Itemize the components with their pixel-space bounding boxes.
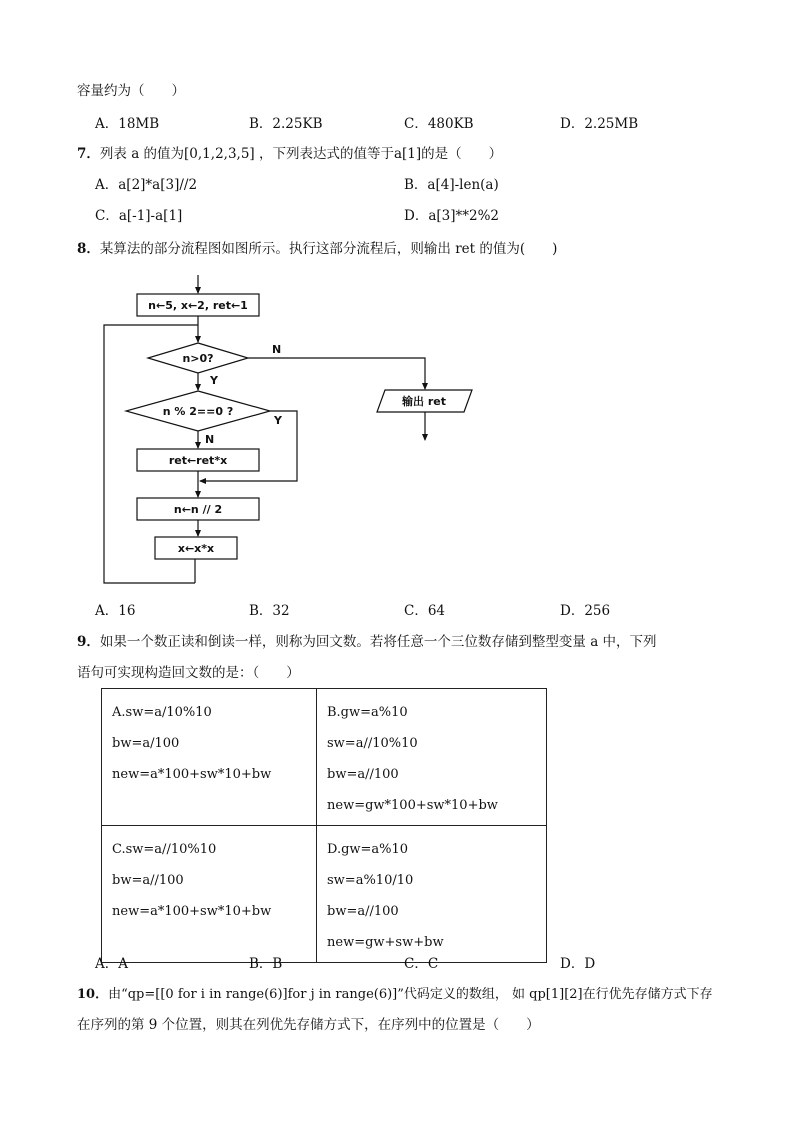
code-line: new=a*100+sw*10+bw bbox=[112, 904, 272, 919]
code-line: new=a*100+sw*10+bw bbox=[112, 767, 272, 782]
q6-stem-tail: 容量约为（ ） bbox=[77, 83, 185, 99]
flow-step1-text: ret←ret*x bbox=[168, 454, 228, 467]
q10-stem-line2: 在序列的第 9 个位置，则其在列优先存储方式下，在序列中的位置是（ ） bbox=[77, 1017, 540, 1033]
code-line: A.sw=a/10%10 bbox=[112, 705, 212, 720]
q8-text: 某算法的部分流程图如图所示。执行这部分流程后，则输出 ret 的值为( ) bbox=[99, 241, 558, 257]
q6-option-c: C．480KB bbox=[404, 116, 474, 132]
q6-option-a: A．18MB bbox=[95, 116, 160, 132]
flow-step3-text: x←x*x bbox=[177, 542, 215, 555]
q7-option-c: C．a[-1]-a[1] bbox=[95, 208, 183, 224]
q6-option-b: B．2.25KB bbox=[249, 116, 323, 132]
code-line: C.sw=a//10%10 bbox=[112, 842, 217, 857]
flow-yes-label-1: Y bbox=[210, 374, 218, 387]
flow-step2-text: n←n // 2 bbox=[173, 503, 223, 516]
q6-option-d: D．2.25MB bbox=[560, 116, 639, 132]
q8-number: 8． bbox=[77, 241, 100, 257]
code-line: sw=a%10/10 bbox=[327, 873, 414, 888]
q8-option-d: D．256 bbox=[560, 603, 611, 619]
q10-number: 10． bbox=[77, 987, 109, 1002]
flow-no-label-2: N bbox=[205, 433, 215, 446]
q9-option-b: B．B bbox=[249, 956, 283, 972]
q9-code-table bbox=[101, 688, 547, 963]
flow-no-label: N bbox=[272, 343, 282, 356]
code-line: new=gw+sw+bw bbox=[327, 935, 444, 950]
q9-cell-d bbox=[317, 826, 547, 963]
q9-option-a: A．A bbox=[95, 956, 128, 972]
q7-text: 列表 a 的值为[0,1,2,3,5] ，下列表达式的值等于a[1]的是（ ） bbox=[99, 146, 503, 162]
q7-number: 7． bbox=[77, 146, 100, 162]
q9-number: 9． bbox=[77, 634, 100, 650]
code-line: new=gw*100+sw*10+bw bbox=[327, 798, 498, 813]
q8-option-a: A．16 bbox=[95, 603, 136, 619]
q7-option-a: A．a[2]*a[3]//2 bbox=[95, 177, 198, 193]
q7-option-b: B．a[4]-len(a) bbox=[404, 177, 499, 193]
q9-option-c: C．C bbox=[404, 956, 439, 972]
code-line: D.gw=a%10 bbox=[327, 842, 409, 857]
q9-text-1: 如果一个数正读和倒读一样，则称为回文数。若将任意一个三位数存储到整型变量 a 中，下列 bbox=[99, 634, 657, 650]
q8-option-b: B．32 bbox=[249, 603, 290, 619]
q10-stem-line1 bbox=[77, 986, 713, 1004]
q9-stem-line2: 语句可实现构造回文数的是：（ ） bbox=[77, 665, 300, 681]
code-line: bw=a/100 bbox=[112, 736, 180, 751]
code-line: bw=a//100 bbox=[327, 767, 399, 782]
q9-cell-c bbox=[102, 826, 317, 963]
flow-output-text: 输出 ret bbox=[402, 395, 446, 408]
flow-no-branch-line bbox=[248, 358, 425, 389]
q9-cell-b bbox=[317, 689, 547, 826]
q9-option-d: D．D bbox=[560, 956, 596, 972]
flow-cond1-text: n>0? bbox=[182, 352, 214, 365]
q10-text-1: 由“qp=[[0 for i in range(6)]for j in range(6)]”代码定义的数组， 如 qp[1][2]在行优先存储方式下存 bbox=[108, 987, 713, 1002]
code-line: B.gw=a%10 bbox=[327, 705, 408, 720]
q9-cell-a bbox=[102, 689, 317, 826]
flow-cond2-text: n % 2==0 ? bbox=[162, 405, 234, 418]
code-line: bw=a//100 bbox=[112, 873, 184, 888]
q8-option-c: C．64 bbox=[404, 603, 446, 619]
q7-option-d: D．a[3]**2%2 bbox=[404, 208, 500, 224]
code-line: bw=a//100 bbox=[327, 904, 399, 919]
q9-stem-line1 bbox=[77, 633, 657, 651]
flow-yes-label-2: Y bbox=[274, 414, 282, 427]
code-line: sw=a//10%10 bbox=[327, 736, 418, 751]
flow-init-text: n←5, x←2, ret←1 bbox=[148, 299, 248, 312]
